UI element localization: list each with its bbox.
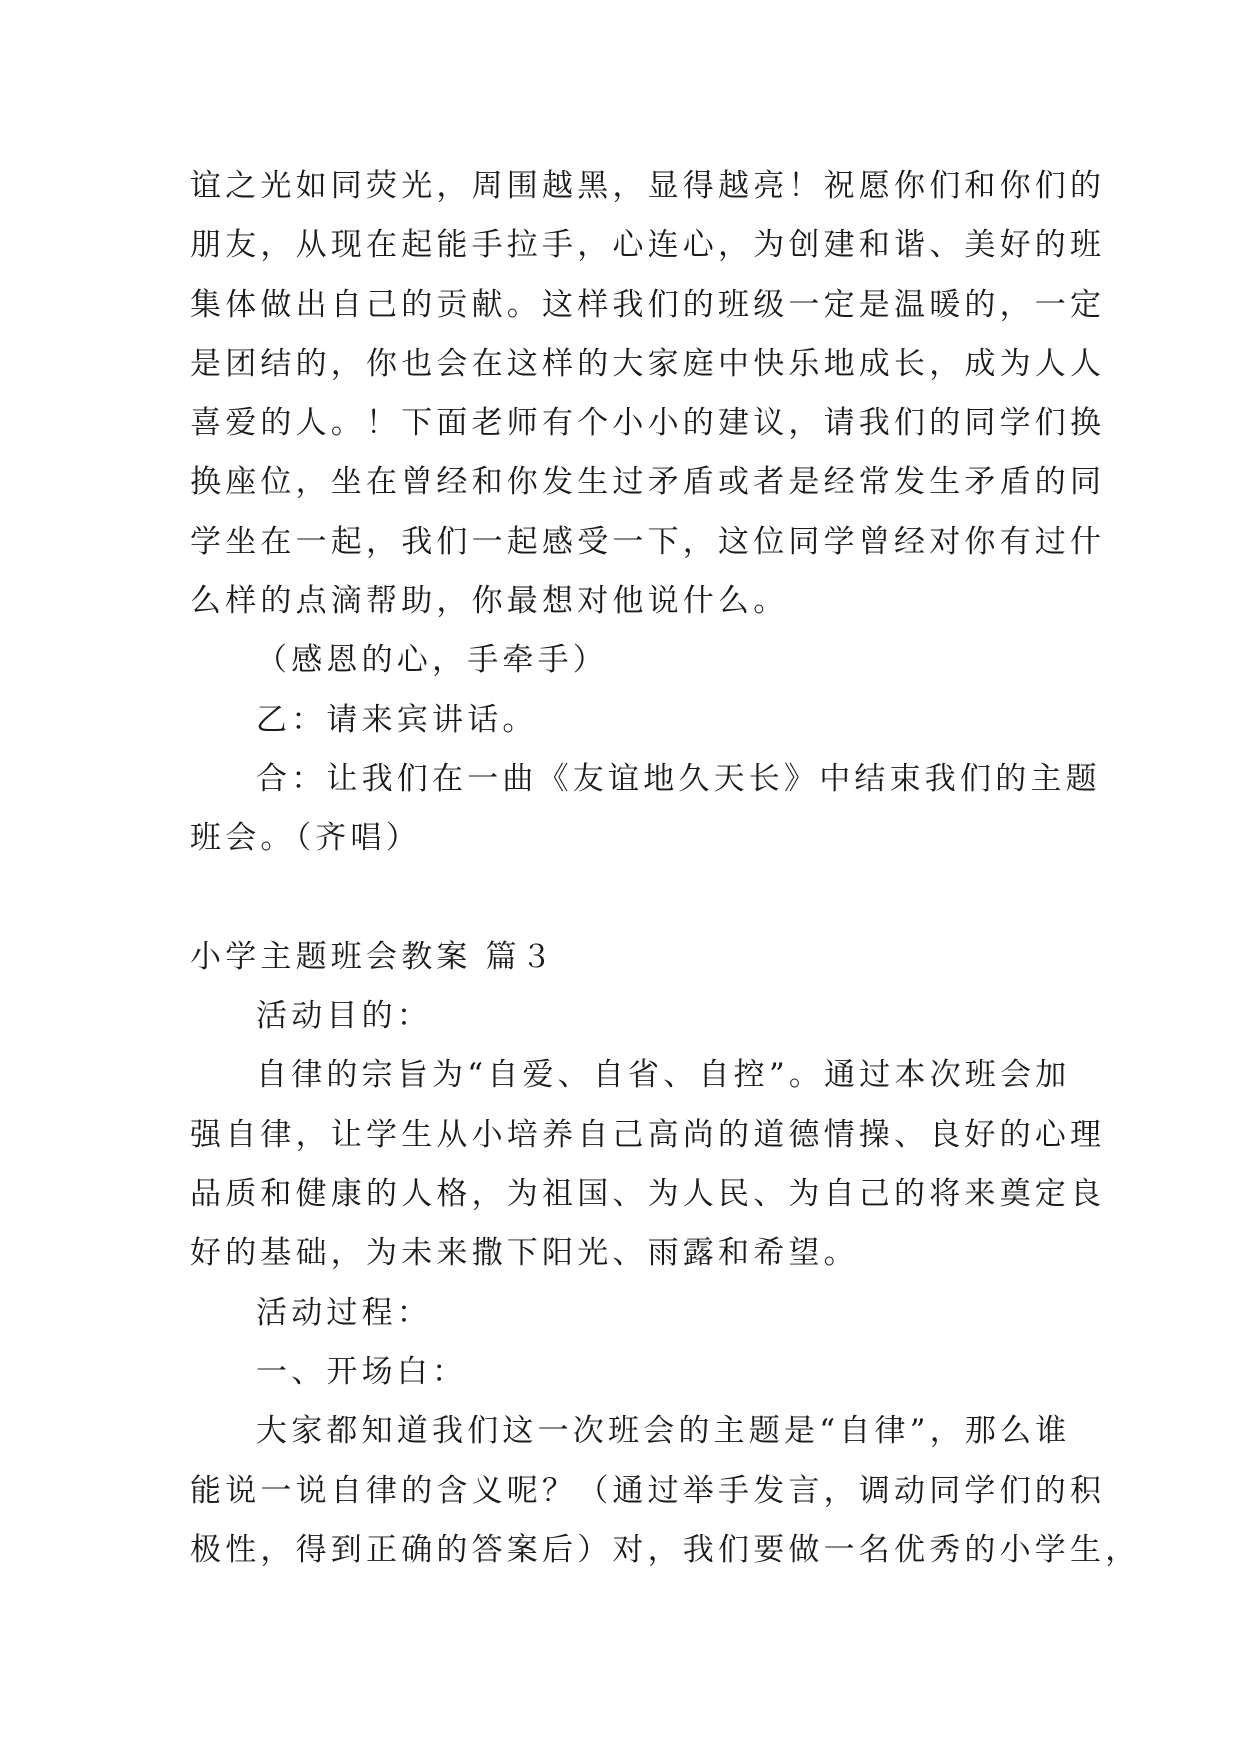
stage-note: （感恩的心，手牵手） [256,642,608,679]
goal-line: 强自律，让学生从小培养自己高尚的道德情操、良好的心理 [190,1116,1106,1153]
document-page [190,157,1141,1580]
opening-line: 大家都知道我们这一次班会的主题是“自律”，那么谁 [256,1413,1071,1450]
body-line: 换座位，坐在曾经和你发生过矛盾或者是经常发生矛盾的同 [190,464,1106,501]
section-heading: 小学主题班会教案 篇３ [190,938,557,975]
speaker-line-he: 合：让我们在一曲《友谊地久天长》中结束我们的主题 [256,760,1101,797]
body-line: 喜爱的人。！下面老师有个小小的建议，请我们的同学们换 [190,405,1106,442]
goal-line: 品质和健康的人格，为祖国、为人民、为自己的将来奠定良 [190,1176,1106,1213]
speaker-line-yi: 乙：请来宾讲话。 [256,701,538,738]
body-line: 学坐在一起，我们一起感受一下，这位同学曾经对你有过什 [190,523,1106,560]
body-line: 朋友，从现在起能手拉手，心连心，为创建和谐、美好的班 [190,227,1106,264]
opening-line: 能说一说自律的含义呢？（通过举手发言，调动同学们的积 [190,1472,1106,1509]
body-line: 谊之光如同荧光，周围越黑，显得越亮！祝愿你们和你们的 [190,168,1106,204]
body-line: 是团结的，你也会在这样的大家庭中快乐地成长，成为人人 [190,345,1106,382]
body-line: 么样的点滴帮助，你最想对他说什么。 [190,583,789,620]
goal-line: 好的基础，为未来撒下阳光、雨露和希望。 [190,1235,859,1272]
activity-goal-label: 活动目的： [256,998,432,1035]
activity-process-label: 活动过程： [256,1294,432,1331]
body-line: 集体做出自己的贡献。这样我们的班级一定是温暖的，一定 [190,286,1106,323]
goal-line: 自律的宗旨为“自爱、自省、自控”。通过本次班会加 [256,1057,1071,1094]
paragraph-gap [190,869,1052,928]
speaker-line-he-cont: 班会。（齐唱） [190,820,421,857]
opening-label: 一、开场白： [256,1353,468,1390]
opening-line: 极性，得到正确的答案后）对，我们要做一名优秀的小学生， [190,1531,1141,1568]
